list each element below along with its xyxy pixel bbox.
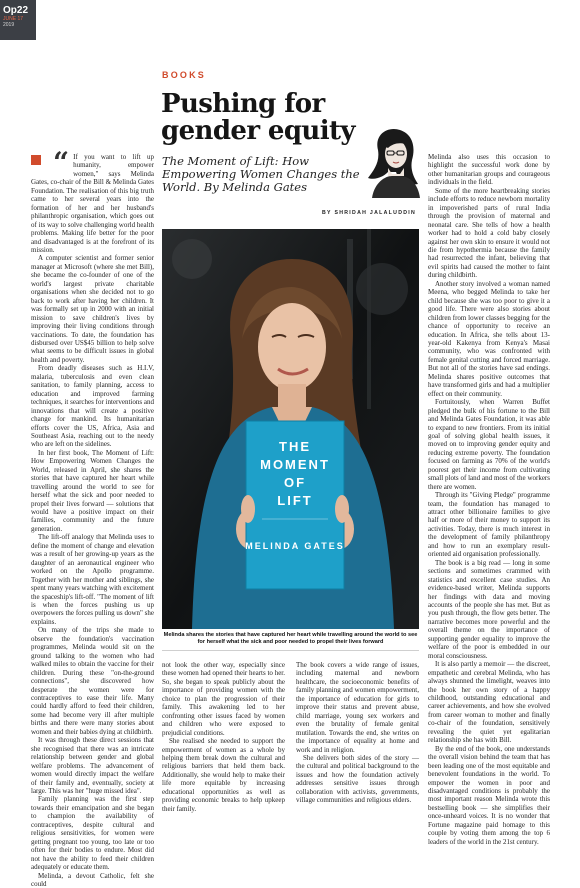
paragraph: From deadly diseases such as H.I.V, malaria, tuberculosis and even clean sanitation, to family planning, access to education and improved farming techniques, it searches for interventions and innovations that will create a positive change for mankind. Its humanitarian efforts cover the US, Africa, Asia and Southeast Asia, reaching out to the needy who are left on the sidelines. [31, 364, 154, 449]
middle-column-2-text [296, 661, 419, 805]
left-column-text [31, 146, 154, 888]
issue-date-line1: JUNE 17 [3, 16, 24, 22]
article-photo [162, 229, 419, 629]
byline: BY SHRIDAH JALALUDDIN [322, 210, 417, 216]
paragraph: Melinda also uses this occasion to highlight the successful work done by other humanitarian groups and courageous individuals in the field. [428, 153, 550, 187]
paragraph: On many of the trips she made to observe the foundation's vaccination programmes, Melinda would sit on the ground talking to the women who had walked miles to obtain the vaccine for their children. During these "on-the-ground connections", she discovered how desperate the women were for contraceptives to ease their life. Many could hardly afford to feed their children, some had become very ill after multiple births and there were many stories about women and their babies dying at childbirth. [31, 626, 154, 736]
author-portrait-illustration [358, 126, 428, 198]
quote-mark-icon: “ [53, 146, 70, 179]
paragraph: By the end of the book, one understands the overall vision behind the team that has been leading one of the most equitable and benevolent foundations in the world. To empower the women in poor and disadvantaged conditions is probably the most important reason Melinda wrote this bestselling book — she simplifies their once-unheard voices. It is no wonder that Fortune magazine paid homage to this couple by voting them among the top 6 leaders of the world in the 21st century. [428, 744, 550, 846]
paragraph: Fortuitously, when Warren Buffet pledged the bulk of his fortune to the Bill and Melinda Gates Foundation, it was able to expand to new frontiers. From its initial goal of solving global health issues, it moved on to improving gender equity and reducing extreme poverty. The foundation focused on farming as 70% of the world's poorest get their income from cultivating small plots of land and most of the workers there are women. [428, 398, 550, 491]
section-label: BOOKS [162, 70, 207, 80]
photo-melinda-holding-book [162, 229, 419, 629]
book-title-line3: OF [283, 475, 307, 490]
article-title: Pushing for gender equity [161, 89, 355, 146]
book-title-line4: LIFT [277, 493, 313, 508]
paragraph: The book covers a wide range of issues, including maternal and newborn healthcare, the socioeconomic benefits of family planning and women empowerment, the importance of education for girls to improve their status and prevent abuse, child marriage, young sex workers and even the brutality of female genital mutilation. Towards the end, she writes on the importance of equality at home and work and in religion. [296, 661, 419, 754]
caption-divider [162, 650, 419, 651]
paragraph: A computer scientist and former senior manager at Microsoft (where she met Bill), she became the co-founder of one of the world's largest private charitable organisations when she decided not to go back to work after having her children. It was formally set up in 2000 with an initial mission to save children's lives by improving their living conditions through vaccinations. To date, the foundation has disbursed over US$45 billion to help solve what seems to be difficult issues in global health and poverty. [31, 254, 154, 364]
photo-caption: Melinda shares the stories that have captured her heart while travelling around the world to see for herself what the sick and poor needed to propel their lives forward [163, 632, 418, 645]
paragraph: In her first book, The Moment of Lift: How Empowering Women Changes the World, released in April, she shares the stories that have captured her heart while travelling around the world to see for herself what the sick and poor needed to propel their lives forward — solutions that would have a positive impact on their families, community and the future generation. [31, 448, 154, 533]
paragraph: Melinda, a devout Catholic, felt she could [31, 871, 154, 888]
article-opener-square [31, 155, 41, 165]
page-number: Op22 [3, 5, 29, 16]
issue-date-line2: 2019 [3, 22, 15, 28]
page-number-tab [0, 0, 36, 40]
paragraph: The book is a big read — long in some sections and sometimes crammed with statistics and excellent case studies. An evidence-based writer, Melinda supports her findings with data and moving accounts of the people she has met. But as you push through, the flow gets better. The narrative becomes more powerful and the overall theme on the importance of supporting gender equality to improve the welfare of the poor is embedded in our moral consciousness. [428, 558, 550, 660]
book-title-line1: THE [279, 439, 311, 454]
paragraph: Family planning was the first step towards their emancipation and she began to champion the availability of contraceptives, despite cultural and religious sensitivities, for women were getting pregnant too young, too late or too often for their bodies to endure. Most did not have the ability to feed their children adequately or educate them. [31, 795, 154, 872]
paragraph: Another story involved a woman named Meena, who begged Melinda to take her child because she was too poor to give it a good life. There were also stories about children from lower classes begging for the chance of opportunity to receive an education. In Africa, she tells about 13-year-old Kakenya from Kenya's Masai community, who was confronted with female genital cutting and forced marriage. But not all of the stories have sad endings. Melinda shares positive outcomes that have transformed girls and had a multiplier effect on their community. [428, 279, 550, 398]
paragraph: The lift-off analogy that Melinda uses to define the moment of change and elevation was a result of her growing-up years as the daughter of an aeronautical engineer who worked on the Apollo programme. Together with her mother and siblings, she spent many years watching with excitement the spaceship's lift-off. "The moment of lift is when the forces pushing us up overpowers the forces pulling us down" she explains. [31, 533, 154, 626]
book-cover [245, 421, 345, 589]
paragraph: It is also partly a memoir — the discreet, empathetic and cerebral Melinda, who has always shunned the limelight, weaves into the book her own story of a happy childhood, outstanding educational and career achievements, and how she evolved from career woman to mother and finally co-chair of the foundation, sensitively revealing the quiet yet egalitarian relationship she has with Bill. [428, 660, 550, 745]
paragraph: not look the other way, especially since these women had opened their hearts to her. So, she began to speak publicly about the importance of providing women with the choice to plan the progression of their family. This awakening led to her confronting other issues faced by women and children who were exposed to prejudicial conditions. [162, 661, 285, 737]
book-title-line2: MOMENT [260, 457, 330, 472]
middle-column-1-text [162, 661, 285, 813]
paragraph: It was through these direct sessions that she recognised that there was an intricate relationship between gender and global welfare problems. The advancement of women would directly impact the welfare of their family and, eventually, society at large. This was her "huge missed idea". [31, 736, 154, 795]
paragraph: Through its "Giving Pledge" programme team, the foundation has managed to attract other billionaire families to give half or more of their money to support its activities. Today, there is much interest in the development of family philanthropy and how to run an exemplary result-oriented aid organisation professionally. [428, 491, 550, 559]
paragraph: She realised she needed to support the empowerment of women as a whole by helping them break down the cultural and religious barriers that held them back. Additionally, she would help to make their life more equitable by increasing educational opportunities as well as providing economic breaks to help upkeep their family. [162, 737, 285, 813]
article-subtitle: The Moment of Lift: How Empowering Women Changes the World. By Melinda Gates [162, 154, 360, 194]
paragraph: Some of the more heartbreaking stories include efforts to reduce newborn mortality in impoverished parts of rural India through the provision of maternal and neonatal care. She tells of how a health worker had to hold a cold baby closely against her own skin to ensure it would not die from hypothermia because the family had resurrected the infant, believing that evil spirits had caused the mother to faint during childbirth. [428, 186, 550, 280]
book-author: MELINDA GATES [245, 541, 345, 551]
paragraph: If you want to lift up humanity, empower women," says Melinda Gates, co-chair of the Bill & Melinda Gates Foundation. The realisation of this big truth came to her several years into the formation of her and her husband's philanthropic organisation, which goes out of its way to solve challenging world health problems. Making life better for the poor and disadvantaged is at the forefront of its mission. [31, 153, 154, 254]
paragraph: She delivers both sides of the story — the cultural and political background to the issues and how the foundation actively addresses sensitive issues through collaboration with activists, governments, village communities and religious elders. [296, 753, 419, 805]
right-column-text [428, 153, 550, 846]
